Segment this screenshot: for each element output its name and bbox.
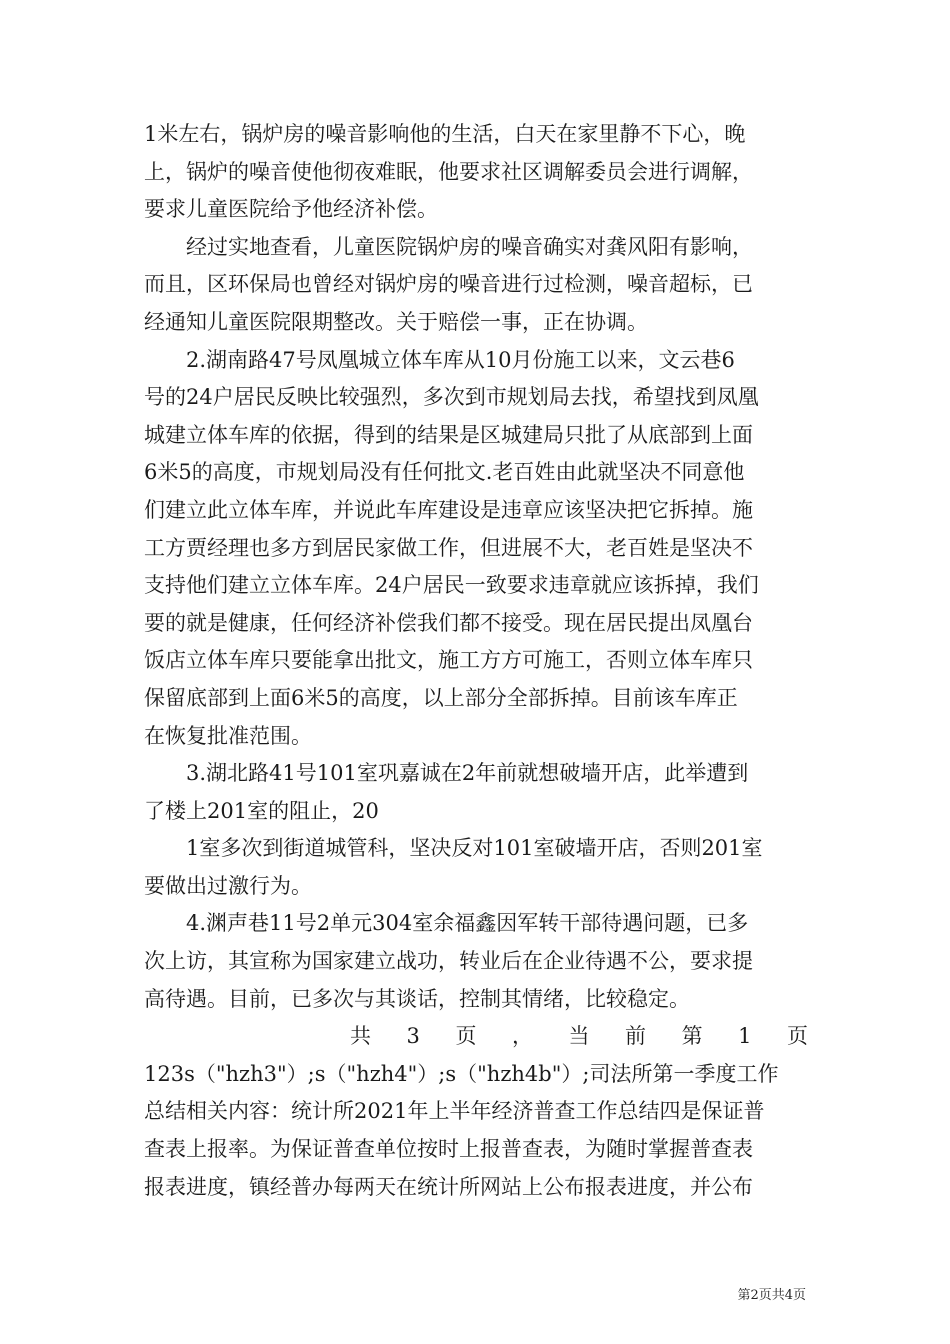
tail-lines	[144, 1056, 808, 1206]
text-line: 总结相关内容：统计所2021年上半年经济普查工作总结四是保证普	[144, 1099, 765, 1124]
page-count-glyph: 1	[738, 1024, 752, 1049]
page-count-glyph: 页	[455, 1024, 477, 1049]
text-line: 要做出过激行为。	[144, 873, 312, 898]
text-line: 们建立此立体车库，并说此车库建设是违章应该坚决把它拆掉。施	[144, 497, 753, 522]
text-line: 2.湖南路47号凤凰城立体车库从10月份施工以来，文云巷6	[186, 347, 735, 372]
paragraph-lines	[144, 116, 808, 1018]
text-line: 了楼上201室的阻止，20	[144, 798, 379, 823]
text-line: 支持他们建立立体车库。24户居民一致要求违章就应该拆掉，我们	[144, 573, 759, 598]
text-line: 查表上报率。为保证普查单位按时上报普查表，为随时掌握普查表	[144, 1137, 753, 1162]
text-line: 在恢复批准范围。	[144, 723, 312, 748]
text-line: 而且，区环保局也曾经对锅炉房的噪音进行过检测，噪音超标，已	[144, 272, 753, 297]
page-count-line	[144, 1018, 808, 1056]
text-line: 要的就是健康，任何经济补偿我们都不接受。现在居民提出凤凰台	[144, 610, 753, 635]
text-line: 4.渊声巷11号2单元304室余福鑫因军转干部待遇问题，已多	[186, 911, 749, 936]
text-line: 123s（"hzh3"）;s（"hzh4"）;s（"hzh4b"）;司法所第一季度工作	[144, 1061, 779, 1086]
page-footer: 第2页共4页	[737, 1288, 806, 1303]
text-line: 次上访，其宣称为国家建立战功，转业后在企业待遇不公，要求提	[144, 949, 753, 974]
text-line: 上，锅炉的噪音使他彻夜难眠，他要求社区调解委员会进行调解，	[144, 159, 753, 184]
page-count-glyph: 3	[406, 1024, 420, 1049]
text-line: 经通知儿童医院限期整改。关于赔偿一事，正在协调。	[144, 309, 648, 334]
page-count-glyph: 当	[568, 1024, 590, 1049]
text-line: 饭店立体车库只要能拿出批文，施工方方可施工，否则立体车库只	[144, 648, 753, 673]
text-line: 要求儿童医院给予他经济补偿。	[144, 197, 438, 222]
text-line: 号的24户居民反映比较强烈，多次到市规划局去找，希望找到凤凰	[144, 385, 759, 410]
text-line: 工方贾经理也多方到居民家做工作，但进展不大，老百姓是坚决不	[144, 535, 753, 560]
page-count-glyph: 共	[350, 1024, 371, 1049]
text-line: 6米5的高度，市规划局没有任何批文.老百姓由此就坚决不同意他	[144, 460, 745, 485]
page-count-glyph: 页	[787, 1024, 808, 1049]
text-line: 经过实地查看，儿童医院锅炉房的噪音确实对龚风阳有影响，	[186, 234, 753, 259]
page-count-glyph: 前	[625, 1024, 647, 1049]
text-line: 高待遇。目前，已多次与其谈话，控制其情绪，比较稳定。	[144, 986, 690, 1011]
text-line: 城建立体车库的依据，得到的结果是区城建局只批了从底部到上面	[144, 422, 753, 447]
page-count-glyph: ，	[511, 1024, 533, 1049]
text-line: 3.湖北路41号101室巩嘉诚在2年前就想破墙开店，此举遭到	[186, 761, 749, 786]
document-body	[144, 116, 808, 1206]
text-line: 1米左右，锅炉房的噪音影响他的生活，白天在家里静不下心，晚	[144, 122, 746, 146]
page-count-glyph: 第	[681, 1024, 703, 1049]
text-line: 报表进度，镇经普办每两天在统计所网站上公布报表进度，并公布	[144, 1174, 753, 1199]
text-line: 1室多次到街道城管科，坚决反对101室破墙开店，否则201室	[186, 836, 763, 861]
text-line: 保留底部到上面6米5的高度，以上部分全部拆掉。目前该车库正	[144, 685, 738, 710]
